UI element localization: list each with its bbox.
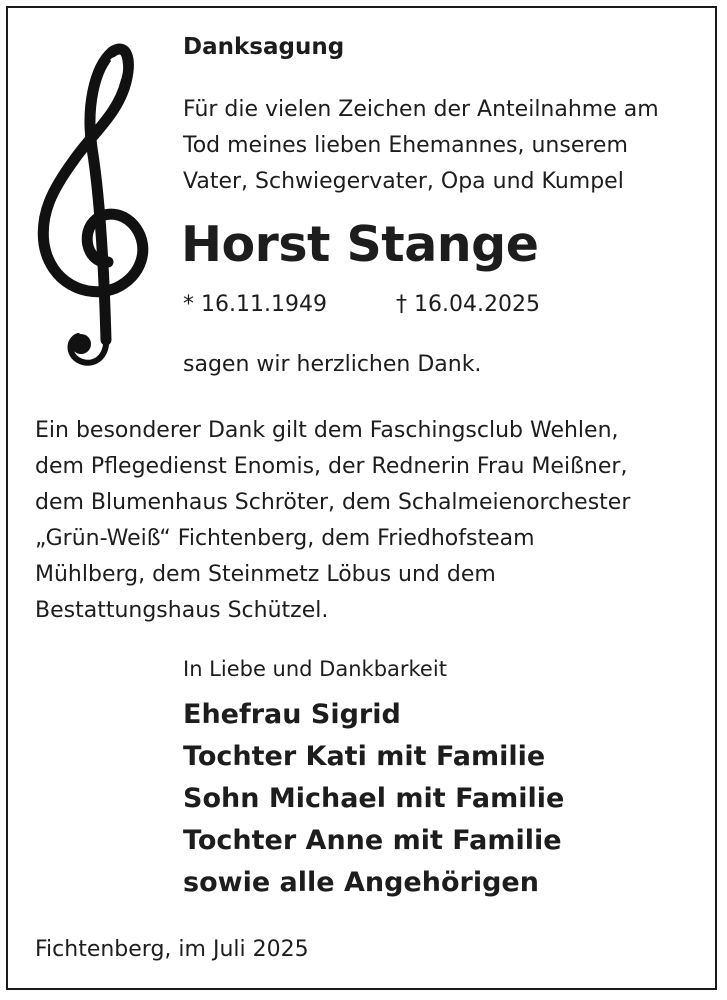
deceased-name: Horst Stange [181, 216, 539, 273]
intro-text [183, 92, 659, 200]
special-thanks-text [35, 413, 630, 629]
treble-clef-icon [34, 38, 158, 368]
heading: Danksagung [183, 34, 345, 60]
signer: Sohn Michael mit Familie [183, 783, 565, 814]
intro-line: Vater, Schwiegervater, Opa und Kumpel [183, 169, 624, 194]
intro-line: Tod meines lieben Ehemannes, unserem [183, 133, 628, 158]
special-thanks-line: dem Pflegedienst Enomis, der Rednerin Frau Meißner, [35, 454, 628, 479]
signer: Tochter Anne mit Familie [183, 825, 562, 856]
special-thanks-line: dem Blumenhaus Schröter, dem Schalmeienorchester [35, 490, 631, 515]
birth-date: * 16.11.1949 [183, 292, 327, 317]
place-date: Fichtenberg, im Juli 2025 [35, 937, 309, 962]
special-thanks-line: Mühlberg, dem Steinmetz Löbus und dem [35, 562, 496, 587]
signer: Ehefrau Sigrid [183, 699, 401, 730]
closing-phrase: In Liebe und Dankbarkeit [183, 657, 447, 681]
thanks-line: sagen wir herzlichen Dank. [183, 352, 482, 377]
death-date: † 16.04.2025 [396, 292, 540, 317]
special-thanks-line: Ein besonderer Dank gilt dem Faschingsclub Wehlen, [35, 418, 619, 443]
signer: Tochter Kati mit Familie [183, 741, 546, 772]
special-thanks-line: „Grün-Weiß“ Fichtenberg, dem Friedhofsteam [35, 526, 535, 551]
signer: sowie alle Angehörigen [183, 867, 539, 898]
signers-list [183, 694, 564, 904]
special-thanks-line: Bestattungshaus Schützel. [35, 598, 329, 623]
intro-line: Für die vielen Zeichen der Anteilnahme am [183, 97, 659, 122]
